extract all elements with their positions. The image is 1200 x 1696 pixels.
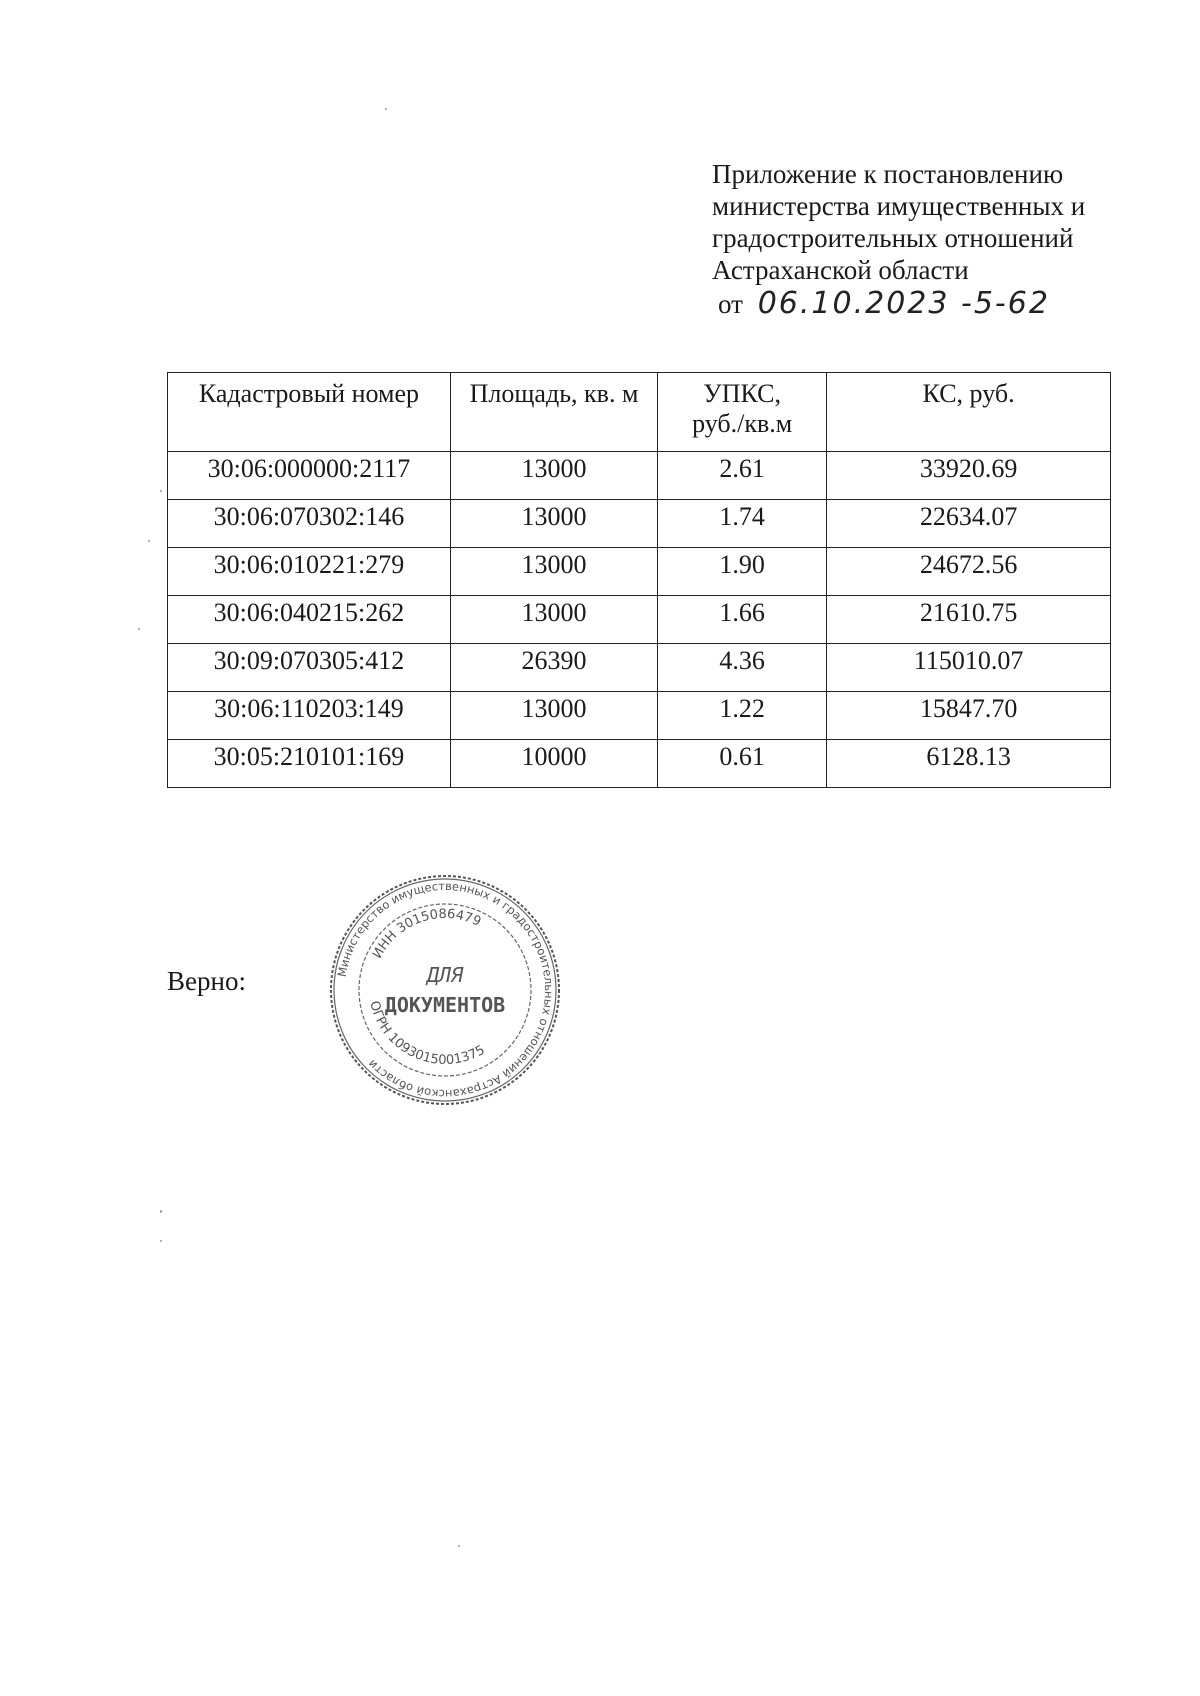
header-line-3: градостроительных отношений [712,223,1074,253]
cell-area: 13000 [450,596,657,644]
table-row [168,500,1111,548]
cell-area: 26390 [450,644,657,692]
stamp-inner-ring [359,904,531,1076]
header-ks: КС, руб. [827,373,1111,452]
header-line-4: Астраханской области [712,255,969,285]
official-seal-stamp [325,870,565,1110]
scan-speck [148,540,150,542]
cell-upks: 1.74 [658,500,827,548]
stamp-center-line1: ДЛЯ [426,963,464,987]
scan-speck [458,1545,460,1547]
scan-speck [160,1210,162,1213]
cell-ks: 21610.75 [827,596,1111,644]
scan-speck [138,628,140,630]
cell-area: 10000 [450,740,657,788]
cell-upks: 4.36 [658,644,827,692]
appendix-header [712,158,1152,320]
handwritten-date-number: 06.10.2023 -5-62 [757,286,1050,321]
table-row [168,452,1111,500]
scan-speck [160,490,162,492]
stamp-ogrn-text: ОГРН 1093015001375 [366,999,488,1069]
header-area: Площадь, кв. м [450,373,657,452]
cell-ks: 24672.56 [827,548,1111,596]
cell-area: 13000 [450,548,657,596]
cell-area: 13000 [450,692,657,740]
header-line-1: Приложение к постановлению [712,159,1064,189]
scan-speck [385,108,387,110]
header-upks-line2: руб./кв.м [692,409,793,438]
stamp-outer-text: Министерство имущественных и градостроительных отношений Астраханской области [334,878,557,1102]
table-row [168,740,1111,788]
cell-ks: 33920.69 [827,452,1111,500]
scan-speck [160,1240,162,1242]
cell-upks: 1.22 [658,692,827,740]
header-line-2: министерства имущественных и [712,191,1086,221]
cell-area: 13000 [450,500,657,548]
cell-upks: 2.61 [658,452,827,500]
cell-ks: 6128.13 [827,740,1111,788]
stamp-inn-text: ИНН 3015086479 [370,906,484,962]
table-row [168,692,1111,740]
date-prefix: от [718,289,743,319]
cell-cadastral-number: 30:06:070302:146 [168,500,451,548]
cell-ks: 15847.70 [827,692,1111,740]
cadastral-value-table [167,372,1111,788]
cell-ks: 22634.07 [827,500,1111,548]
cell-cadastral-number: 30:06:110203:149 [168,692,451,740]
cell-upks: 1.66 [658,596,827,644]
cell-upks: 0.61 [658,740,827,788]
cell-cadastral-number: 30:06:010221:279 [168,548,451,596]
header-upks [658,373,827,452]
cell-ks: 115010.07 [827,644,1111,692]
cell-upks: 1.90 [658,548,827,596]
header-cadastral-number: Кадастровый номер [168,373,451,452]
table-row [168,548,1111,596]
verno-label: Верно: [167,966,246,996]
cell-cadastral-number: 30:06:000000:2117 [168,452,451,500]
cell-cadastral-number: 30:09:070305:412 [168,644,451,692]
cell-area: 13000 [450,452,657,500]
stamp-center-line2: ДОКУМЕНТОВ [384,993,506,1017]
table-row [168,644,1111,692]
cell-cadastral-number: 30:05:210101:169 [168,740,451,788]
table-header-row [168,373,1111,452]
date-line [718,288,1152,320]
header-upks-line1: УПКС, [703,379,782,408]
cell-cadastral-number: 30:06:040215:262 [168,596,451,644]
table-row [168,596,1111,644]
